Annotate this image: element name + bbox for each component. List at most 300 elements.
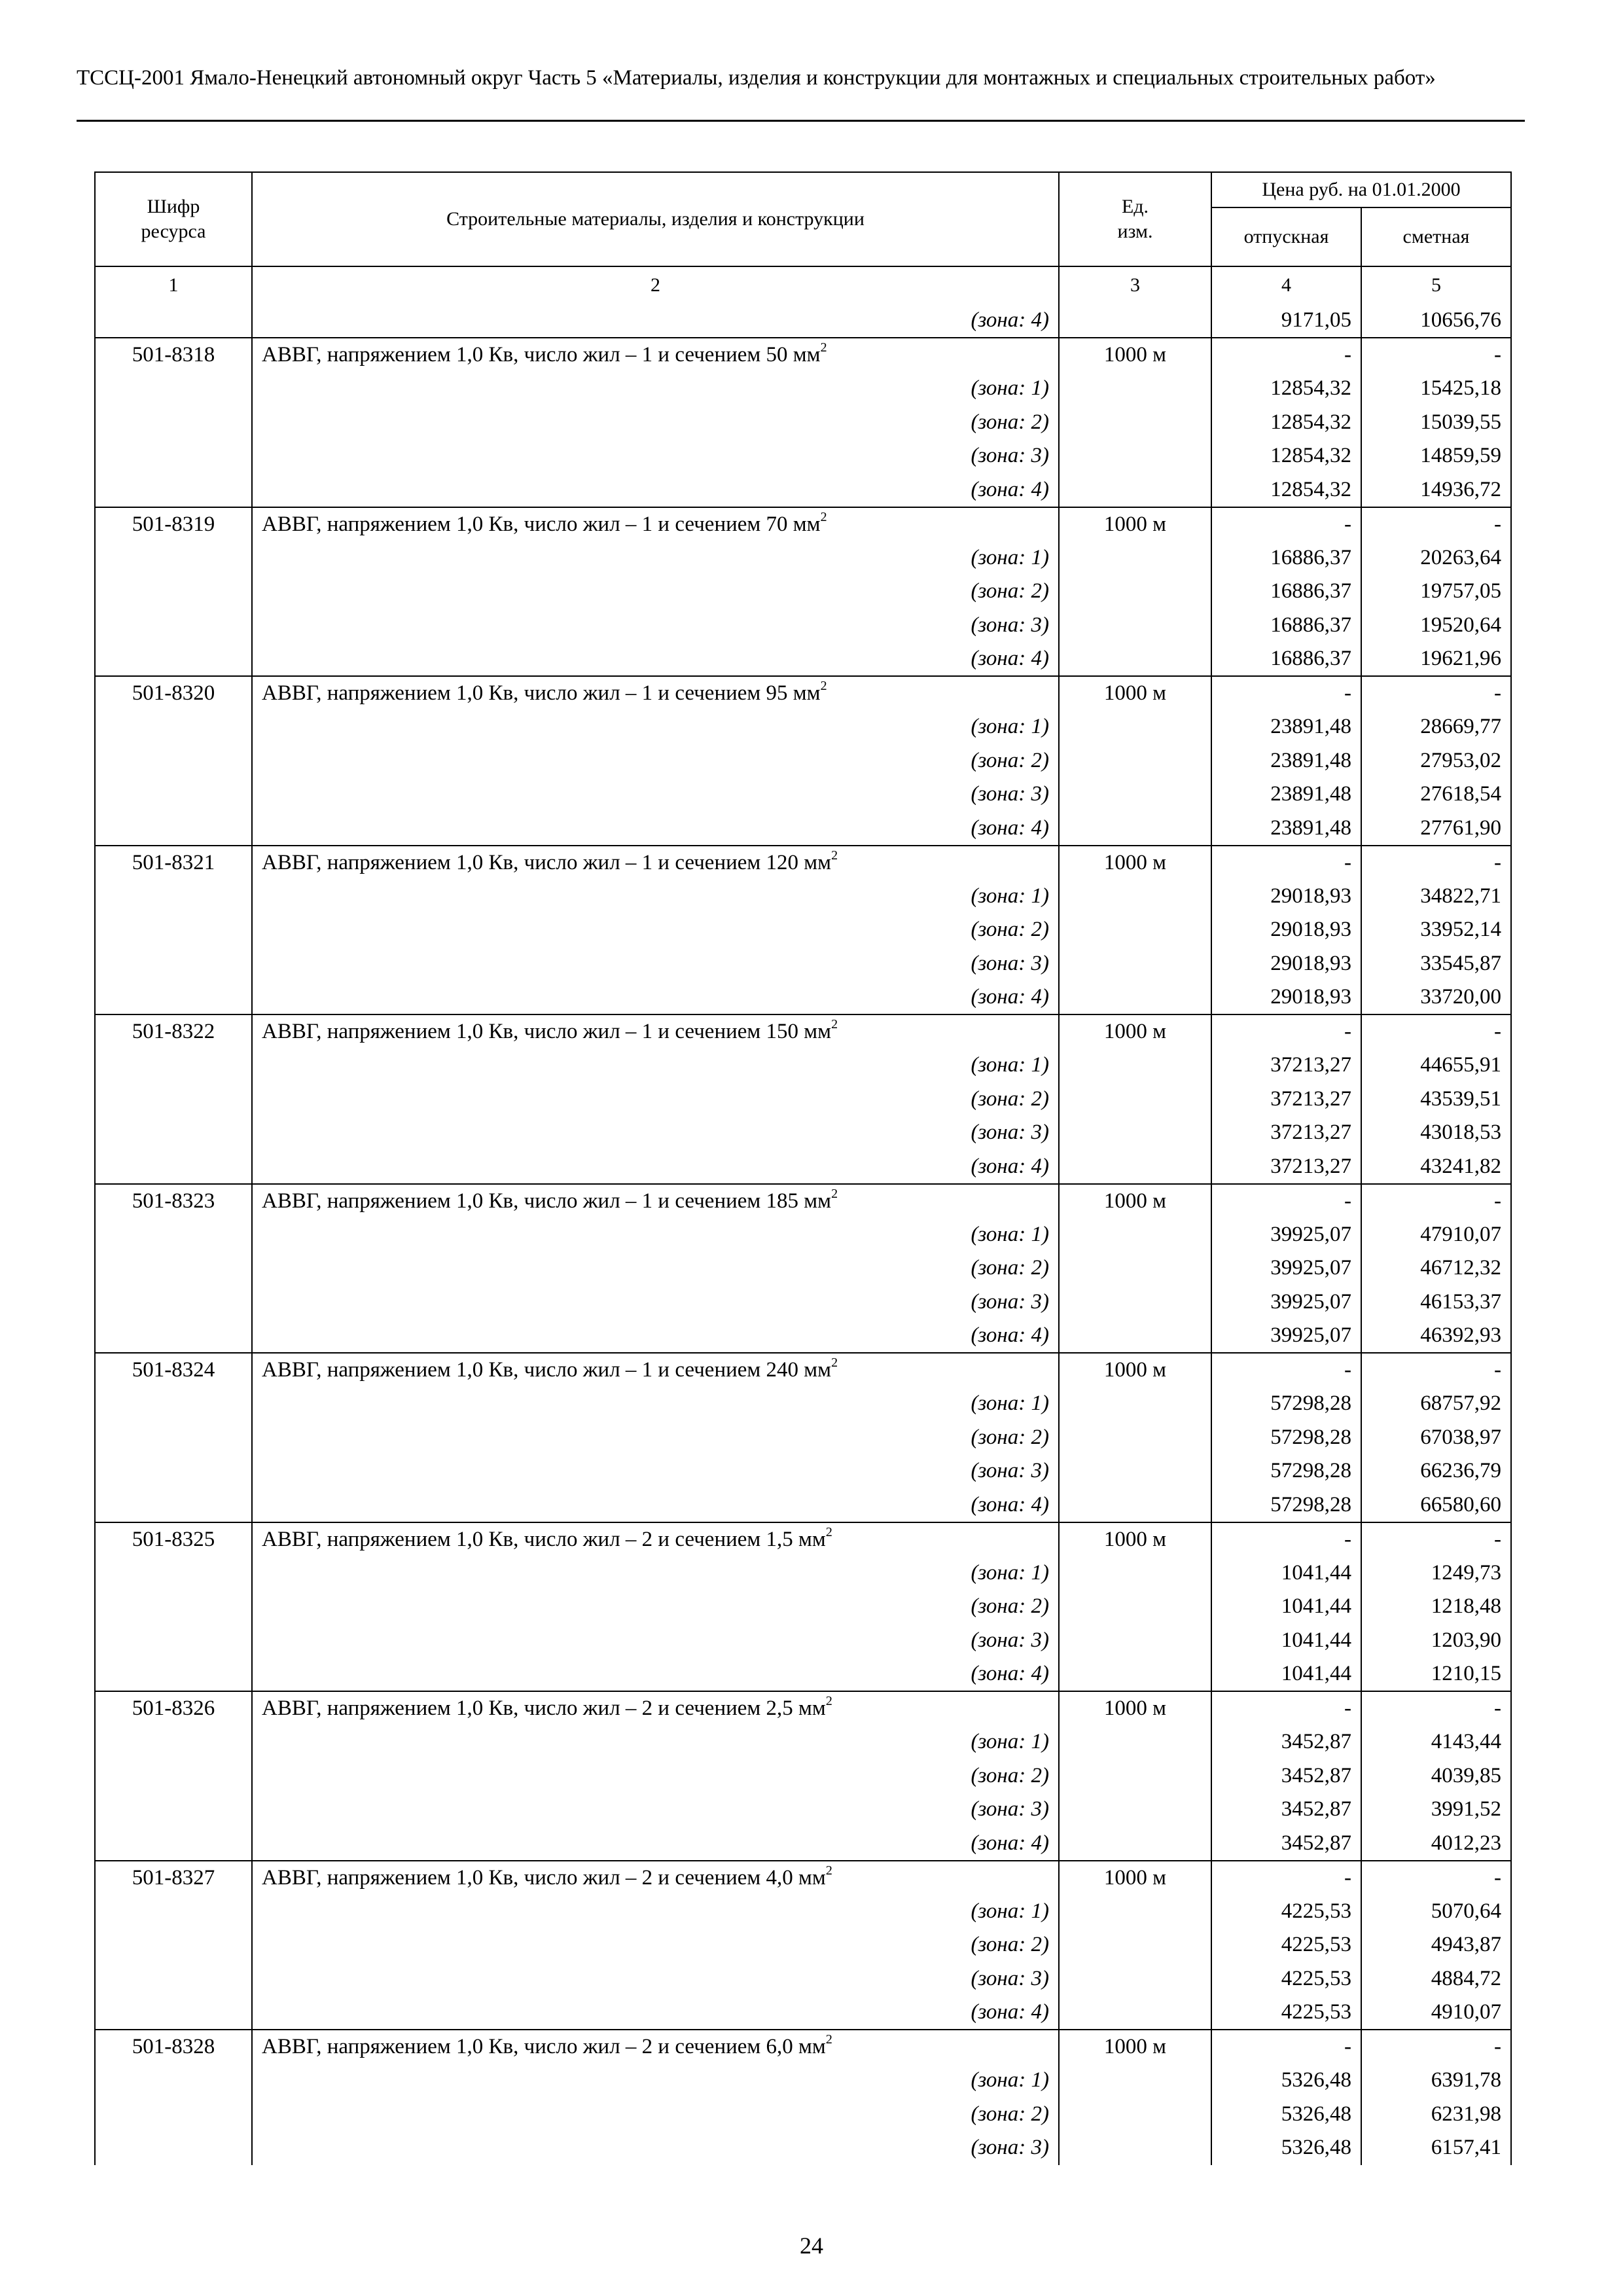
release-price-cell bbox=[1211, 1759, 1361, 1793]
zone-cell bbox=[252, 1996, 1059, 2030]
code-cell bbox=[95, 642, 252, 676]
estimate-price-cell bbox=[1361, 2131, 1511, 2165]
release-price-cell bbox=[1211, 1725, 1361, 1759]
estimate-price-cell bbox=[1361, 1421, 1511, 1455]
estimate-price-cell bbox=[1361, 338, 1511, 372]
column-number: 5 bbox=[1361, 266, 1511, 304]
estimate-price-cell bbox=[1361, 2064, 1511, 2098]
estimate-price-cell bbox=[1361, 1353, 1511, 1387]
table-row bbox=[95, 372, 1511, 406]
zone-cell-text: (зона: 4) bbox=[971, 477, 1049, 501]
unit-cell bbox=[1059, 744, 1211, 778]
unit-cell bbox=[1059, 710, 1211, 744]
table-row bbox=[95, 744, 1511, 778]
zone-cell-text: (зона: 2) bbox=[971, 1933, 1049, 1957]
release-price-cell-text: - bbox=[1344, 1527, 1351, 1551]
column-number: 1 bbox=[95, 266, 252, 304]
release-price-cell bbox=[1211, 1861, 1361, 1895]
code-cell bbox=[95, 1387, 252, 1421]
estimate-price-cell-text: 68757,92 bbox=[1420, 1391, 1501, 1416]
release-price-cell bbox=[1211, 541, 1361, 575]
zone-cell-text: (зона: 3) bbox=[971, 1121, 1049, 1145]
table-row bbox=[95, 880, 1511, 914]
unit-cell-text: 1000 м bbox=[1103, 512, 1167, 536]
release-price-cell-text: 39925,07 bbox=[1270, 1323, 1351, 1347]
column-number: 2 bbox=[252, 266, 1059, 304]
estimate-price-cell-text: 67038,97 bbox=[1420, 1425, 1501, 1449]
release-price-cell-text: 23891,48 bbox=[1270, 782, 1351, 806]
release-price-cell bbox=[1211, 1353, 1361, 1387]
name-cell-text: АВВГ, напряжением 1,0 Кв, число жил – 1 и сечением 50 мм bbox=[262, 343, 821, 367]
zone-cell-text: (зона: 3) bbox=[971, 444, 1049, 468]
name-cell bbox=[252, 338, 1059, 372]
code-cell bbox=[95, 676, 252, 710]
unit-cell bbox=[1059, 1218, 1211, 1252]
estimate-price-cell bbox=[1361, 2098, 1511, 2132]
estimate-price-cell-text: 6157,41 bbox=[1431, 2136, 1501, 2160]
unit-cell bbox=[1059, 1556, 1211, 1590]
code-cell bbox=[95, 812, 252, 846]
unit-cell bbox=[1059, 2030, 1211, 2064]
code-cell-text: 501-8318 bbox=[132, 343, 215, 367]
unit-superscript: 2 bbox=[831, 1186, 838, 1201]
zone-cell-text: (зона: 2) bbox=[971, 918, 1049, 942]
code-cell bbox=[95, 473, 252, 507]
release-price-cell-text: 4225,53 bbox=[1281, 2000, 1351, 2024]
release-price-cell-text: 29018,93 bbox=[1270, 884, 1351, 908]
release-price-cell-text: - bbox=[1344, 343, 1351, 367]
release-price-cell-text: 3452,87 bbox=[1281, 1730, 1351, 1754]
estimate-price-cell bbox=[1361, 1657, 1511, 1691]
unit-cell-text: 1000 м bbox=[1103, 1358, 1167, 1382]
release-price-cell-text: 39925,07 bbox=[1270, 1289, 1351, 1314]
zone-cell bbox=[252, 1083, 1059, 1117]
release-price-cell bbox=[1211, 1454, 1361, 1488]
release-price-cell-text: 3452,87 bbox=[1281, 1831, 1351, 1855]
unit-cell bbox=[1059, 1793, 1211, 1827]
release-price-cell bbox=[1211, 1522, 1361, 1556]
zone-cell-text: (зона: 4) bbox=[971, 647, 1049, 670]
unit-cell bbox=[1059, 372, 1211, 406]
table-body bbox=[95, 304, 1511, 2165]
table-row bbox=[95, 1522, 1511, 1556]
unit-cell-text: 1000 м bbox=[1103, 1189, 1167, 1213]
release-price-cell bbox=[1211, 1218, 1361, 1252]
release-price-cell-text: 3452,87 bbox=[1281, 1763, 1351, 1787]
estimate-price-cell bbox=[1361, 575, 1511, 609]
name-cell-text: АВВГ, напряжением 1,0 Кв, число жил – 1 и сечением 95 мм bbox=[262, 681, 821, 705]
unit-cell bbox=[1059, 1624, 1211, 1658]
table-row bbox=[95, 1657, 1511, 1691]
code-cell bbox=[95, 778, 252, 812]
estimate-price-cell-text: 10656,76 bbox=[1420, 308, 1501, 332]
unit-cell bbox=[1059, 1657, 1211, 1691]
estimate-price-cell bbox=[1361, 473, 1511, 507]
estimate-price-cell-text: 1218,48 bbox=[1431, 1594, 1501, 1619]
unit-cell bbox=[1059, 1454, 1211, 1488]
zone-cell-text: (зона: 3) bbox=[971, 1966, 1049, 1990]
name-cell bbox=[252, 507, 1059, 541]
zone-cell-text: (зона: 2) bbox=[971, 2102, 1049, 2126]
estimate-price-cell bbox=[1361, 846, 1511, 880]
release-price-cell bbox=[1211, 1083, 1361, 1117]
table-row bbox=[95, 1251, 1511, 1285]
table-row bbox=[95, 1962, 1511, 1996]
estimate-price-cell bbox=[1361, 744, 1511, 778]
table-row bbox=[95, 1759, 1511, 1793]
release-price-cell-text: - bbox=[1344, 1865, 1351, 1890]
unit-cell bbox=[1059, 1150, 1211, 1184]
zone-cell bbox=[252, 2064, 1059, 2098]
code-cell bbox=[95, 439, 252, 473]
table-row bbox=[95, 1590, 1511, 1624]
estimate-price-cell-text: 15425,18 bbox=[1420, 376, 1501, 401]
table-row bbox=[95, 1116, 1511, 1150]
zone-cell-text: (зона: 2) bbox=[971, 1594, 1049, 1619]
release-price-cell bbox=[1211, 880, 1361, 914]
estimate-price-cell bbox=[1361, 1319, 1511, 1353]
estimate-price-cell bbox=[1361, 812, 1511, 846]
table-row bbox=[95, 947, 1511, 981]
estimate-price-cell-text: 4039,85 bbox=[1431, 1763, 1501, 1787]
release-price-cell-text: - bbox=[1344, 1189, 1351, 1213]
unit-cell-text: 1000 м bbox=[1103, 1020, 1167, 1043]
estimate-price-cell bbox=[1361, 1624, 1511, 1658]
zone-cell-text: (зона: 1) bbox=[971, 1560, 1049, 1585]
unit-cell bbox=[1059, 1251, 1211, 1285]
unit-cell bbox=[1059, 541, 1211, 575]
estimate-price-cell bbox=[1361, 439, 1511, 473]
zone-cell bbox=[252, 2098, 1059, 2132]
zone-cell bbox=[252, 575, 1059, 609]
estimate-price-cell-text: 1249,73 bbox=[1431, 1560, 1501, 1585]
zone-cell bbox=[252, 1827, 1059, 1861]
zone-cell-text: (зона: 3) bbox=[971, 613, 1049, 637]
estimate-price-cell bbox=[1361, 880, 1511, 914]
code-cell bbox=[95, 1285, 252, 1319]
release-price-cell-text: 29018,93 bbox=[1270, 985, 1351, 1009]
estimate-price-cell-text: 6391,78 bbox=[1431, 2068, 1501, 2092]
zone-cell bbox=[252, 1759, 1059, 1793]
release-price-cell bbox=[1211, 1895, 1361, 1929]
unit-superscript: 2 bbox=[825, 1694, 832, 1708]
estimate-price-cell-text: - bbox=[1494, 2035, 1501, 2058]
table-row bbox=[95, 1827, 1511, 1861]
table-row bbox=[95, 2098, 1511, 2132]
code-cell bbox=[95, 406, 252, 440]
estimate-price-cell-text: 4884,72 bbox=[1431, 1966, 1501, 1990]
estimate-price-cell-text: 19757,05 bbox=[1420, 579, 1501, 603]
release-price-cell bbox=[1211, 642, 1361, 676]
zone-cell bbox=[252, 372, 1059, 406]
release-price-cell-text: 16886,37 bbox=[1270, 545, 1351, 569]
zone-cell-text: (зона: 1) bbox=[971, 1899, 1049, 1923]
zone-cell bbox=[252, 406, 1059, 440]
unit-cell bbox=[1059, 1861, 1211, 1895]
release-price-cell bbox=[1211, 744, 1361, 778]
unit-superscript: 2 bbox=[825, 1524, 832, 1539]
table-row bbox=[95, 406, 1511, 440]
name-cell bbox=[252, 1861, 1059, 1895]
zone-cell bbox=[252, 744, 1059, 778]
unit-cell bbox=[1059, 1014, 1211, 1049]
release-price-cell-text: 39925,07 bbox=[1270, 1222, 1351, 1246]
code-cell-text: 501-8327 bbox=[132, 1865, 215, 1890]
release-price-cell bbox=[1211, 812, 1361, 846]
zone-cell-text: (зона: 3) bbox=[971, 1628, 1049, 1652]
release-price-cell bbox=[1211, 575, 1361, 609]
estimate-price-cell-text: 19520,64 bbox=[1420, 613, 1501, 637]
code-cell bbox=[95, 2098, 252, 2132]
header-rule bbox=[77, 120, 1525, 122]
code-cell bbox=[95, 1590, 252, 1624]
table-row bbox=[95, 1488, 1511, 1522]
code-cell bbox=[95, 1759, 252, 1793]
zone-cell bbox=[252, 1895, 1059, 1929]
table-row bbox=[95, 778, 1511, 812]
code-cell bbox=[95, 846, 252, 880]
release-price-cell bbox=[1211, 372, 1361, 406]
unit-cell bbox=[1059, 439, 1211, 473]
name-cell-text: АВВГ, напряжением 1,0 Кв, число жил – 2 и сечением 6,0 мм bbox=[262, 2035, 826, 2058]
estimate-price-cell-text: 27953,02 bbox=[1420, 748, 1501, 772]
estimate-price-cell bbox=[1361, 1014, 1511, 1049]
unit-cell bbox=[1059, 1759, 1211, 1793]
unit-superscript: 2 bbox=[825, 1863, 832, 1878]
code-cell bbox=[95, 541, 252, 575]
zone-cell-text: (зона: 1) bbox=[971, 2068, 1049, 2092]
code-cell bbox=[95, 880, 252, 914]
estimate-price-cell-text: 4910,07 bbox=[1431, 2000, 1501, 2024]
name-cell-text: АВВГ, напряжением 1,0 Кв, число жил – 2 и сечением 2,5 мм bbox=[262, 1696, 826, 1720]
estimate-price-cell bbox=[1361, 676, 1511, 710]
unit-cell bbox=[1059, 2064, 1211, 2098]
unit-cell bbox=[1059, 1827, 1211, 1861]
zone-cell-text: (зона: 1) bbox=[971, 1391, 1049, 1416]
zone-cell bbox=[252, 980, 1059, 1014]
code-cell-text: 501-8319 bbox=[132, 512, 215, 536]
code-cell bbox=[95, 1624, 252, 1658]
estimate-price-cell-text: - bbox=[1494, 850, 1501, 874]
code-cell bbox=[95, 1488, 252, 1522]
zone-cell bbox=[252, 913, 1059, 947]
estimate-price-cell-text: - bbox=[1494, 1189, 1501, 1213]
table-row bbox=[95, 609, 1511, 643]
table-row bbox=[95, 473, 1511, 507]
zone-cell-text: (зона: 4) bbox=[971, 816, 1049, 840]
release-price-cell bbox=[1211, 1691, 1361, 1725]
table-row bbox=[95, 2131, 1511, 2165]
release-price-cell bbox=[1211, 2030, 1361, 2064]
table-row bbox=[95, 846, 1511, 880]
zone-cell-text: (зона: 4) bbox=[971, 1662, 1049, 1685]
estimate-price-cell bbox=[1361, 609, 1511, 643]
zone-cell-text: (зона: 2) bbox=[971, 748, 1049, 772]
unit-cell bbox=[1059, 1522, 1211, 1556]
estimate-price-cell-text: 15039,55 bbox=[1420, 410, 1501, 434]
zone-cell bbox=[252, 1150, 1059, 1184]
zone-cell-text: (зона: 4) bbox=[971, 1492, 1049, 1516]
release-price-cell-text: 1041,44 bbox=[1281, 1560, 1351, 1585]
release-price-cell-text: - bbox=[1344, 512, 1351, 536]
release-price-cell bbox=[1211, 1827, 1361, 1861]
code-cell-text: 501-8326 bbox=[132, 1696, 215, 1720]
code-cell bbox=[95, 1421, 252, 1455]
release-price-cell-text: 5326,48 bbox=[1281, 2102, 1351, 2126]
release-price-cell bbox=[1211, 1996, 1361, 2030]
table-row bbox=[95, 1624, 1511, 1658]
release-price-cell bbox=[1211, 1319, 1361, 1353]
name-cell bbox=[252, 1522, 1059, 1556]
code-cell bbox=[95, 1996, 252, 2030]
release-price-cell-text: 39925,07 bbox=[1270, 1256, 1351, 1280]
release-price-cell-text: - bbox=[1344, 2035, 1351, 2058]
release-price-cell-text: 12854,32 bbox=[1270, 477, 1351, 501]
zone-cell bbox=[252, 778, 1059, 812]
page-number: 24 bbox=[800, 2233, 823, 2259]
name-cell-text: АВВГ, напряжением 1,0 Кв, число жил – 1 и сечением 120 мм bbox=[262, 850, 832, 874]
table-row bbox=[95, 980, 1511, 1014]
table-row bbox=[95, 541, 1511, 575]
release-price-cell-text: 4225,53 bbox=[1281, 1899, 1351, 1923]
release-price-cell-text: 57298,28 bbox=[1270, 1459, 1351, 1483]
estimate-price-cell-text: 5070,64 bbox=[1431, 1899, 1501, 1923]
estimate-price-cell bbox=[1361, 2030, 1511, 2064]
table-row bbox=[95, 1895, 1511, 1929]
zone-cell-text: (зона: 2) bbox=[971, 1256, 1049, 1280]
table-row bbox=[95, 642, 1511, 676]
code-cell bbox=[95, 304, 252, 338]
zone-cell-text: (зона: 1) bbox=[971, 715, 1049, 739]
name-cell bbox=[252, 1691, 1059, 1725]
code-cell bbox=[95, 1218, 252, 1252]
release-price-cell-text: - bbox=[1344, 681, 1351, 705]
estimate-price-cell bbox=[1361, 1454, 1511, 1488]
unit-cell bbox=[1059, 1184, 1211, 1218]
code-cell bbox=[95, 1522, 252, 1556]
name-cell-text: АВВГ, напряжением 1,0 Кв, число жил – 1 и сечением 240 мм bbox=[262, 1358, 832, 1382]
zone-cell bbox=[252, 880, 1059, 914]
unit-cell bbox=[1059, 1387, 1211, 1421]
release-price-cell-text: 57298,28 bbox=[1270, 1425, 1351, 1449]
zone-cell bbox=[252, 1454, 1059, 1488]
release-price-cell-text: 37213,27 bbox=[1270, 1121, 1351, 1145]
table-row bbox=[95, 2064, 1511, 2098]
name-cell bbox=[252, 2030, 1059, 2064]
estimate-price-cell-text: 43241,82 bbox=[1420, 1154, 1501, 1178]
estimate-price-cell-text: - bbox=[1494, 512, 1501, 536]
zone-cell-text: (зона: 1) bbox=[971, 1222, 1049, 1246]
zone-cell bbox=[252, 1251, 1059, 1285]
estimate-price-cell bbox=[1361, 1218, 1511, 1252]
release-price-cell bbox=[1211, 406, 1361, 440]
estimate-price-cell bbox=[1361, 372, 1511, 406]
column-number: 3 bbox=[1059, 266, 1211, 304]
code-cell bbox=[95, 338, 252, 372]
estimate-price-cell-text: - bbox=[1494, 1020, 1501, 1043]
estimate-price-cell-text: 20263,64 bbox=[1420, 545, 1501, 569]
name-cell-text: АВВГ, напряжением 1,0 Кв, число жил – 2 и сечением 1,5 мм bbox=[262, 1527, 826, 1551]
code-cell bbox=[95, 1657, 252, 1691]
estimate-price-cell bbox=[1361, 913, 1511, 947]
estimate-price-cell bbox=[1361, 406, 1511, 440]
code-cell-text: 501-8325 bbox=[132, 1527, 215, 1551]
release-price-cell-text: 23891,48 bbox=[1270, 816, 1351, 840]
estimate-price-cell-text: 1203,90 bbox=[1431, 1628, 1501, 1652]
estimate-price-cell-text: - bbox=[1494, 1527, 1501, 1551]
estimate-price-cell bbox=[1361, 1049, 1511, 1083]
table-row bbox=[95, 1928, 1511, 1962]
estimate-price-cell bbox=[1361, 304, 1511, 338]
zone-cell bbox=[252, 1488, 1059, 1522]
zone-cell bbox=[252, 473, 1059, 507]
unit-cell bbox=[1059, 1421, 1211, 1455]
estimate-price-cell-text: 33720,00 bbox=[1420, 985, 1501, 1009]
unit-cell bbox=[1059, 947, 1211, 981]
estimate-price-cell-text: 47910,07 bbox=[1420, 1222, 1501, 1246]
release-price-cell bbox=[1211, 507, 1361, 541]
code-cell bbox=[95, 1150, 252, 1184]
estimate-price-cell-text: - bbox=[1494, 1358, 1501, 1382]
zone-cell bbox=[252, 812, 1059, 846]
zone-cell-text: (зона: 2) bbox=[971, 1086, 1049, 1111]
release-price-cell-text: 1041,44 bbox=[1281, 1628, 1351, 1652]
release-price-cell-text: 5326,48 bbox=[1281, 2068, 1351, 2092]
table-row bbox=[95, 575, 1511, 609]
estimate-price-cell bbox=[1361, 1150, 1511, 1184]
code-cell bbox=[95, 609, 252, 643]
estimate-price-cell bbox=[1361, 1928, 1511, 1962]
table-row bbox=[95, 507, 1511, 541]
estimate-price-cell-text: 27618,54 bbox=[1420, 782, 1501, 806]
estimate-price-cell bbox=[1361, 1285, 1511, 1319]
code-cell bbox=[95, 913, 252, 947]
code-cell bbox=[95, 575, 252, 609]
code-cell bbox=[95, 980, 252, 1014]
estimate-price-cell-text: 43539,51 bbox=[1420, 1086, 1501, 1111]
estimate-price-cell-text: 66236,79 bbox=[1420, 1459, 1501, 1483]
zone-cell bbox=[252, 1962, 1059, 1996]
table-row bbox=[95, 1083, 1511, 1117]
code-cell bbox=[95, 1895, 252, 1929]
release-price-cell bbox=[1211, 947, 1361, 981]
name-cell-text: АВВГ, напряжением 1,0 Кв, число жил – 2 и сечением 4,0 мм bbox=[262, 1865, 826, 1890]
code-cell bbox=[95, 1049, 252, 1083]
release-price-cell-text: 16886,37 bbox=[1270, 647, 1351, 670]
name-cell bbox=[252, 1353, 1059, 1387]
release-price-cell bbox=[1211, 609, 1361, 643]
release-price-cell bbox=[1211, 304, 1361, 338]
code-cell bbox=[95, 744, 252, 778]
estimate-price-cell-text: 4143,44 bbox=[1431, 1730, 1501, 1754]
table-row bbox=[95, 1996, 1511, 2030]
release-price-cell-text: 12854,32 bbox=[1270, 376, 1351, 401]
release-price-cell-text: 37213,27 bbox=[1270, 1053, 1351, 1077]
estimate-price-cell-text: 34822,71 bbox=[1420, 884, 1501, 908]
unit-cell bbox=[1059, 913, 1211, 947]
release-price-cell bbox=[1211, 1488, 1361, 1522]
table-row bbox=[95, 1861, 1511, 1895]
zone-cell-text: (зона: 1) bbox=[971, 376, 1049, 401]
zone-cell-text: (зона: 2) bbox=[971, 410, 1049, 434]
zone-cell-text: (зона: 1) bbox=[971, 545, 1049, 569]
table-row bbox=[95, 1184, 1511, 1218]
estimate-price-cell-text: - bbox=[1494, 1865, 1501, 1890]
zone-cell bbox=[252, 1387, 1059, 1421]
unit-cell-text: 1000 м bbox=[1103, 2035, 1167, 2058]
release-price-cell bbox=[1211, 1928, 1361, 1962]
unit-cell bbox=[1059, 609, 1211, 643]
